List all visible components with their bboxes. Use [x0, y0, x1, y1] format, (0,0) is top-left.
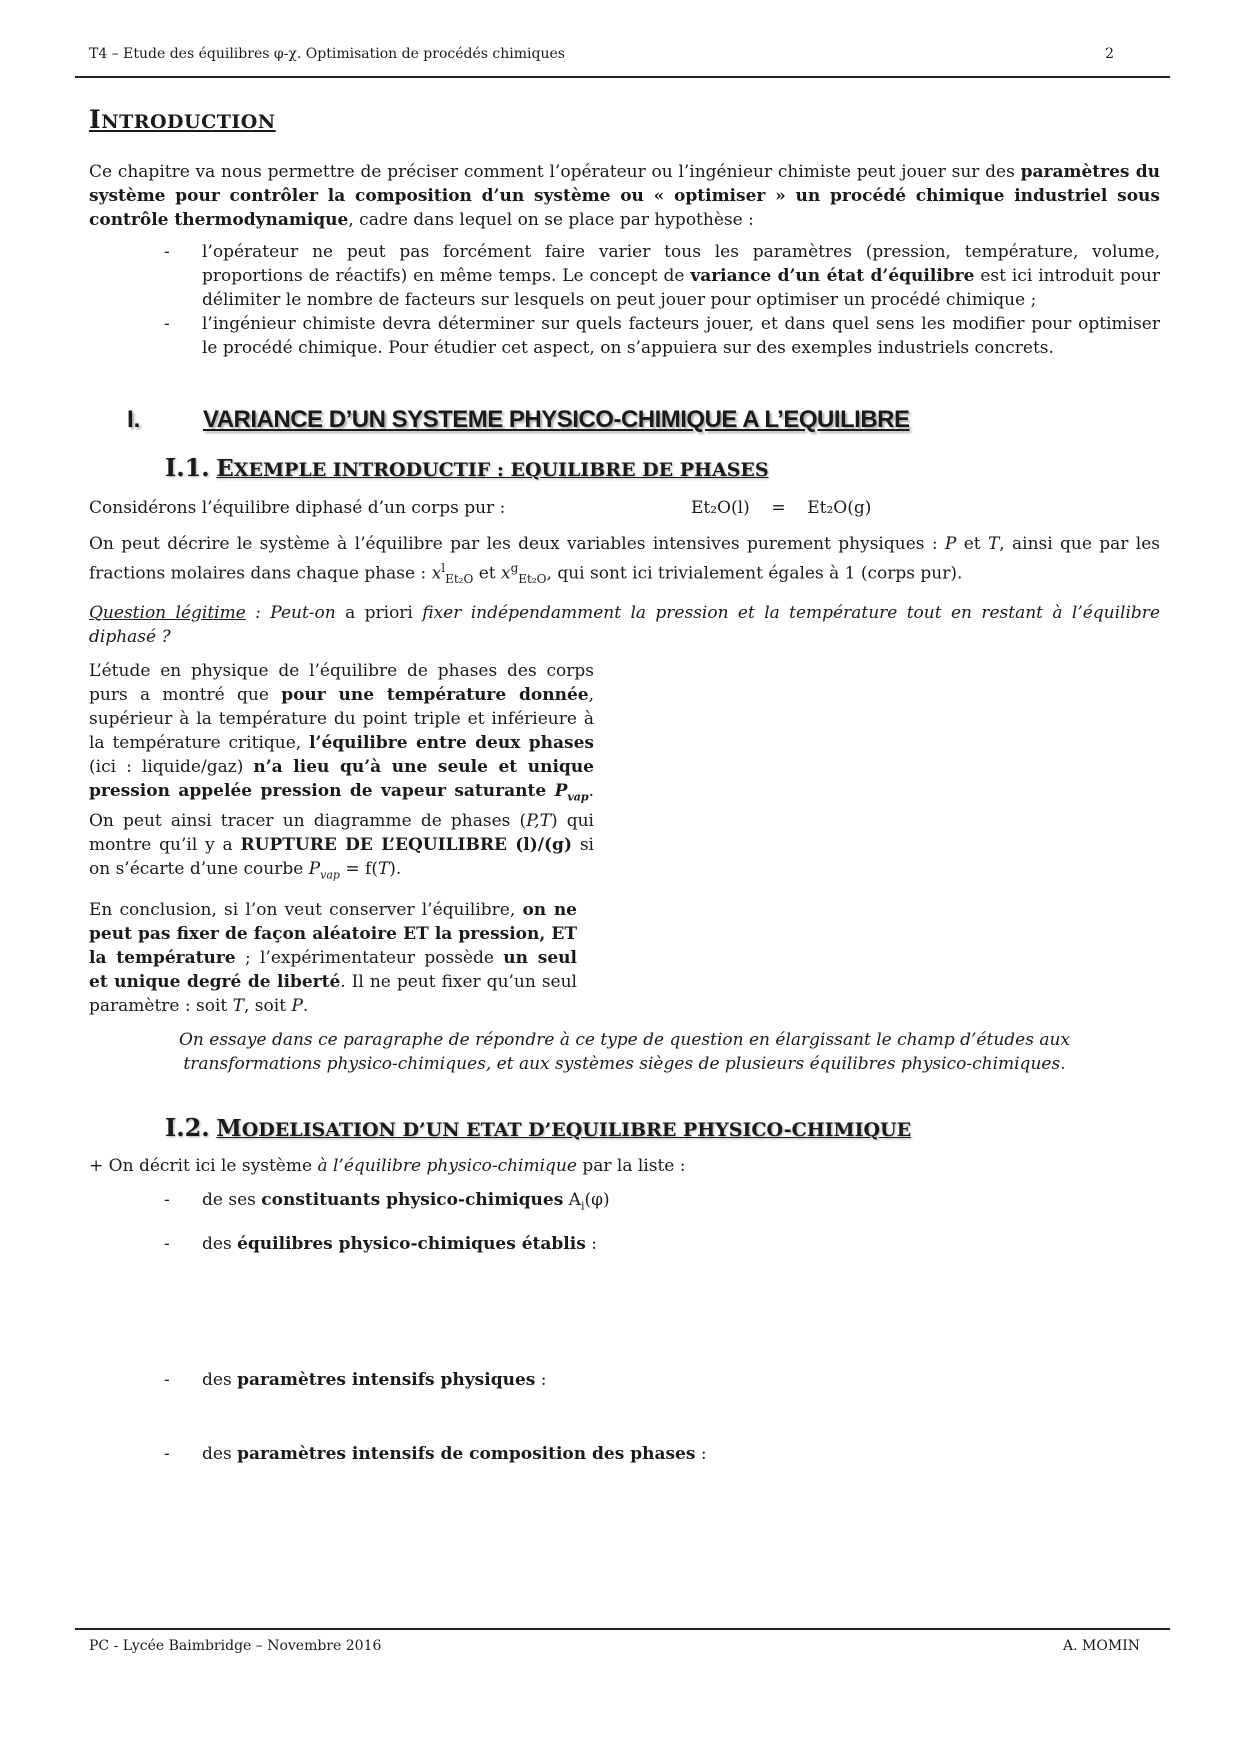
- section-heading-I: [89, 408, 1160, 442]
- equilibrium-line: Considérons l’équilibre diphasé d’un corps pur : Et₂O(l) = Et₂O(g): [89, 498, 872, 518]
- introduction-list: [89, 240, 1160, 360]
- italic-note: On essaye dans ce paragraphe de répondre à ce type de question en élargissant le champ d’études aux transformations physico-chimiques, et aux systèmes sièges de plusieurs équilibres physico-chimiques.: [178, 1029, 1071, 1074]
- section-title: VARIANCE D’UN SYSTEME PHYSICO-CHIMIQUE A L’EQUILIBRE: [203, 406, 910, 433]
- page-number: 2: [1105, 46, 1114, 62]
- introduction-paragraph: Ce chapitre va nous permettre de préciser comment l’opérateur ou l’ingénieur chimiste peut jouer sur des paramètres du système pour contrôler la composition d’un système ou « optimiser » un procédé chimique industriel sous contrôle thermodynamique, cadre dans lequel on se place par hypothèse :: [89, 162, 1161, 230]
- equilibrium-equation: Et₂O(l) = Et₂O(g): [691, 498, 872, 518]
- list-item: - des paramètres intensifs de composition des phases :: [164, 1444, 707, 1465]
- page-content: [89, 105, 1161, 1466]
- phase-study-column: [89, 659, 594, 1018]
- list-item: - l’opérateur ne peut pas forcément faire varier tous les paramètres (pression, température, volume, proportions de réactifs) en même temps. Le concept de variance d’un état d’équilibre est ici introduit pour délimiter le nombre de facteurs sur lesquels on peut jouer pour optimiser un procédé chimique ;: [164, 242, 1161, 310]
- list-item: - des équilibres physico-chimiques établis :: [164, 1234, 597, 1255]
- subsection-heading-I1: I.1. EXEMPLE INTRODUCTIF : EQUILIBRE DE PHASES: [165, 453, 769, 482]
- model-list: [89, 1188, 1160, 1466]
- section-number: I.: [127, 406, 141, 433]
- list-item: - de ses constituants physico-chimiques $A_i(\varphi)$: [164, 1189, 610, 1213]
- conclusion-paragraph: En conclusion, si l’on veut conserver l’équilibre, on ne peut pas fixer de façon aléatoire ET la pression, ET la température ; l’expérimentateur possède un seul et unique degré de liberté. Il ne peut fixer qu’un seul paramètre : soit T, soit P.: [89, 899, 577, 1016]
- page-header: [75, 44, 1170, 78]
- question-paragraph: Question légitime : Peut-on a priori fixer indépendamment la pression et la température tout en restant à l’équilibre diphasé ?: [89, 603, 1160, 648]
- list-item: - des paramètres intensifs physiques :: [164, 1370, 547, 1391]
- page-footer: [75, 1628, 1170, 1670]
- header-title: T4 – Etude des équilibres φ-χ. Optimisation de procédés chimiques: [89, 46, 565, 62]
- footer-school: PC - Lycée Baimbridge – Novembre 2016: [89, 1638, 382, 1654]
- introduction-title: INTRODUCTION: [89, 105, 276, 134]
- subsection-heading-I2: I.2. MODELISATION D’UN ETAT D’EQUILIBRE PHYSICO-CHIMIQUE: [165, 1112, 912, 1142]
- footer-author: A. MOMIN: [1063, 1638, 1140, 1654]
- variables-paragraph: On peut décrire le système à l’équilibre par les deux variables intensives purement physiques : P et T, ainsi que par les fractions molaires dans chaque phase : $x^l_{Et_2O}$ et $x^g_{Et_2O}$, qui sont ici trivialement égales à 1 (corps pur).: [89, 534, 1160, 587]
- model-lead: + On décrit ici le système à l’équilibre physico-chimique par la liste :: [89, 1155, 686, 1176]
- phase-study-paragraph: L’étude en physique de l’équilibre de phases des corps purs a montré que pour une température donnée, supérieur à la température du point triple et inférieure à la température critique, l’équilibre entre deux phases (ici : liquide/gaz) n’a lieu qu’à une seule et unique pression appelée pression de vapeur saturante $P_{vap}$. On peut ainsi tracer un diagramme de phases (P,T) qui montre qu’il y a RUPTURE DE L’EQUILIBRE (l)/(g) si on s’écarte d’une courbe $P_{vap} = f(T)$.: [89, 661, 594, 882]
- list-item: - l’ingénieur chimiste devra déterminer sur quels facteurs jouer, et dans quel sens les modifier pour optimiser le procédé chimique. Pour étudier cet aspect, on s’appuiera sur des exemples industriels concrets.: [164, 314, 1160, 358]
